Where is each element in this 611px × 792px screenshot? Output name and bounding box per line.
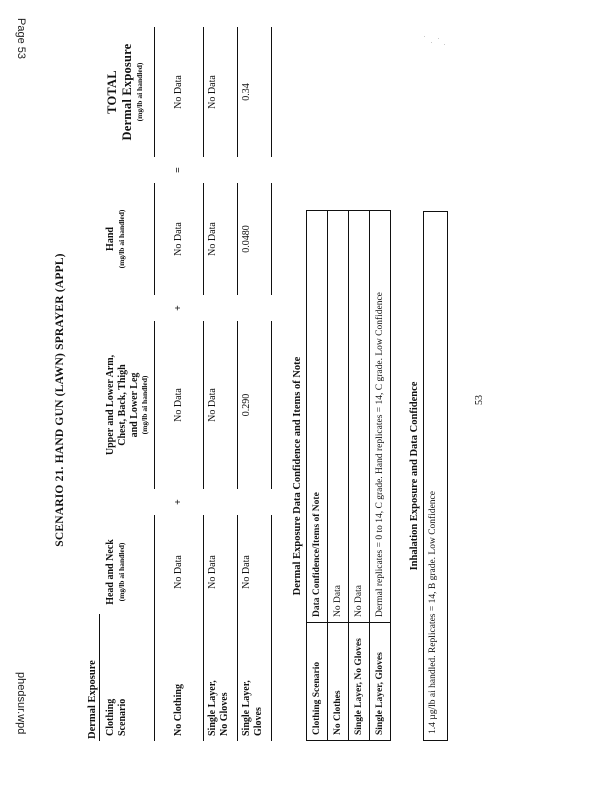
column-header-data-confidence: Data Confidence/Items of Note: [307, 211, 328, 623]
row-label-no-clothing: No Clothing: [170, 629, 204, 741]
operator-equals: =: [173, 167, 185, 173]
table-row: [328, 211, 349, 741]
header-operator-gap-1: [102, 489, 155, 515]
cell-arm-chest-back-thigh-leg: No Data: [170, 321, 204, 489]
spacer-cell: [155, 629, 171, 741]
scan-speckle: [444, 44, 445, 45]
spacer-cell: [155, 183, 171, 295]
column-header-head-and-neck-label: Head and Neck: [105, 539, 116, 605]
column-header-arm-line1: Upper and Lower Arm,: [105, 354, 116, 456]
table-row: [349, 211, 370, 741]
table-row: [204, 27, 238, 741]
confidence-row-note-single-layer-gloves: Dermal replicates = 0 to 14, C grade. Hand replicates = 14, C grade. Low Confidence: [370, 211, 391, 623]
inhalation-caption: Inhalation Exposure and Data Confidence: [409, 381, 421, 571]
table-row: [170, 27, 204, 741]
column-header-arm-chest-back-thigh-leg: [102, 321, 155, 489]
column-header-arm-unit: (mg/lb ai handled): [140, 375, 150, 435]
cell-arm-chest-back-thigh-leg: 0.290: [238, 321, 272, 489]
confidence-row-note-single-layer-no-gloves: No Data: [349, 211, 370, 623]
dermal-confidence-section: [292, 211, 391, 741]
header-operator-gap-2: [102, 295, 155, 321]
inhalation-value-box: 1.4 µg/lb ai handled. Replicates = 14, B grade. Low Confidence: [423, 211, 448, 741]
column-header-clothing-scenario-line1: Clothing: [105, 698, 116, 736]
row-label-line2: Gloves: [252, 707, 264, 736]
table-row: [238, 27, 272, 741]
cell-head-and-neck: No Data: [204, 515, 238, 629]
column-header-total-dermal-exposure: [102, 27, 155, 157]
column-header-total-unit: (mg/lb ai handled): [134, 62, 144, 122]
column-header-head-and-neck: [102, 515, 155, 629]
cell-total: No Data: [170, 27, 204, 157]
page-header-label: Page 53: [15, 18, 27, 59]
column-header-hand: [102, 183, 155, 295]
table-header-row: [102, 27, 155, 741]
column-header-hand-label: Hand: [105, 227, 116, 251]
spacer-cell: [155, 321, 171, 489]
row-label-line1: Single Layer,: [207, 680, 219, 736]
column-header-arm-line3: and Lower Leg: [128, 372, 140, 438]
document-page: [52, 43, 524, 745]
table-row: [370, 211, 391, 741]
row-label-line2: No Gloves: [218, 692, 230, 736]
cell-head-and-neck: No Data: [170, 515, 204, 629]
column-header-total-line2: Dermal Exposure: [119, 43, 134, 141]
header-spacer-row: [155, 27, 171, 741]
spacer-cell: [155, 27, 171, 157]
inhalation-section: [409, 211, 448, 741]
row-label-single-layer-gloves: [238, 629, 272, 741]
spacer-cell: [155, 515, 171, 629]
column-header-clothing-scenario: Clothing Scenario: [307, 623, 328, 741]
confidence-row-scenario-no-clothes: No Clothes: [328, 623, 349, 741]
header-operator-gap-3: [102, 157, 155, 183]
spacer-cell: [155, 295, 171, 321]
row-label-line1: Single Layer,: [241, 680, 253, 736]
row-label-single-layer-no-gloves: [204, 629, 238, 741]
page-title: SCENARIO 21. HAND GUN (LAWN) SPRAYER (APPL): [54, 253, 66, 547]
cell-head-and-neck: No Data: [238, 515, 272, 629]
cell-total: No Data: [204, 27, 238, 157]
dermal-exposure-section: [82, 43, 272, 741]
confidence-row-scenario-single-layer-no-gloves: Single Layer, No Gloves: [349, 623, 370, 741]
document-page-canvas: [52, 43, 524, 745]
cell-total: 0.34: [238, 27, 272, 157]
scan-speckle: [424, 36, 425, 37]
cell-hand: No Data: [170, 183, 204, 295]
cell-arm-chest-back-thigh-leg: No Data: [204, 321, 238, 489]
dermal-exposure-table: [102, 27, 272, 741]
column-header-total-line1: TOTAL: [105, 70, 119, 114]
column-header-clothing-scenario: [102, 629, 155, 741]
spacer-cell: [155, 489, 171, 515]
column-header-head-and-neck-unit: (mg/lb ai handled): [116, 542, 126, 602]
table-header-row: [307, 211, 328, 741]
column-header-hand-unit: (mg/lb ai handled): [116, 209, 126, 269]
operator-plus-1: +: [173, 499, 185, 505]
cell-hand: No Data: [204, 183, 238, 295]
page-number: 53: [474, 395, 486, 405]
confidence-row-scenario-single-layer-gloves: Single Layer, Gloves: [370, 623, 391, 741]
operator-plus-2: +: [173, 305, 185, 311]
spacer-cell: [155, 157, 171, 183]
column-header-clothing-scenario-line2: Scenario: [116, 698, 128, 736]
scan-speckle: [438, 38, 439, 39]
dermal-exposure-caption: Dermal Exposure: [87, 614, 100, 741]
column-header-arm-line2: Chest, Back, Thigh: [116, 364, 128, 446]
confidence-row-note-no-clothes: No Data: [328, 211, 349, 623]
source-file-label: phedsur.wpd: [15, 672, 27, 735]
cell-hand: 0.0480: [238, 183, 272, 295]
scan-speckle: [431, 42, 432, 43]
dermal-confidence-table: [306, 210, 391, 741]
dermal-confidence-caption: Dermal Exposure Data Confidence and Items of Note: [292, 356, 304, 596]
